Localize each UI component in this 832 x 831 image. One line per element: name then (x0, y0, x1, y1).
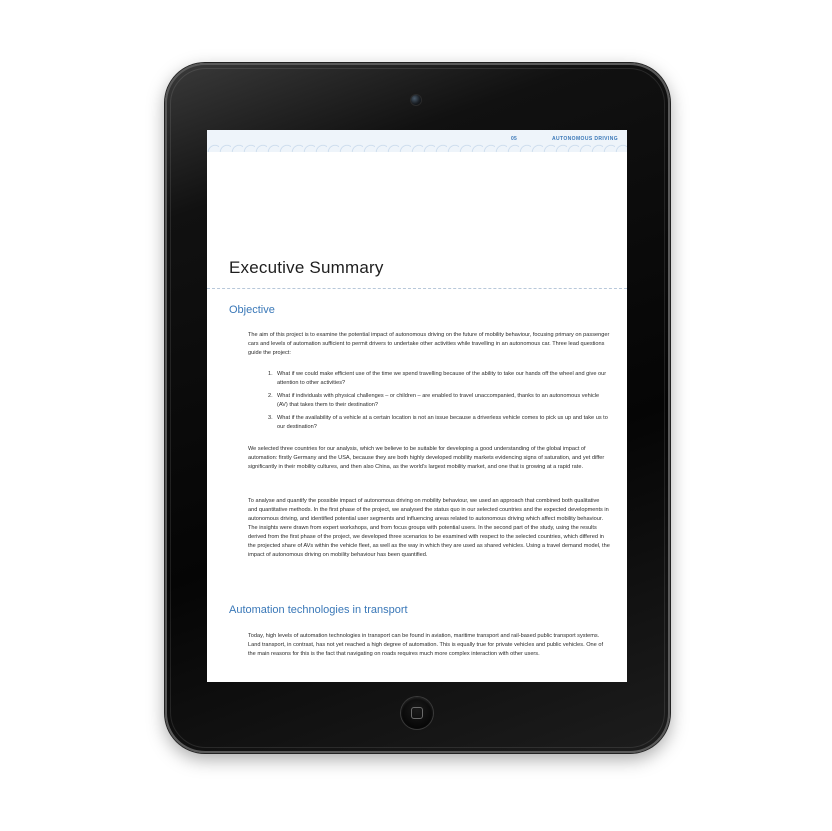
automation-paragraph: Today, high levels of automation technologies in transport can be found in aviation, maritime transport and rail-based public transport systems. Land transport, in contrast, has not yet reached a high degree of automation. This is equally true for private vehicles and public vehicles. One of the main reasons for this is the fact that navigating on roads requires much more complex interaction with other users. (248, 633, 603, 657)
document-screen[interactable] (207, 130, 627, 682)
home-button[interactable] (401, 697, 433, 729)
title-divider (207, 288, 627, 289)
section-heading-automation: Automation technologies in transport (229, 604, 408, 616)
objective-intro-paragraph: The aim of this project is to examine the potential impact of autonomous driving on the future of mobility behaviour, focusing primary on passenger cars and levels of automation sufficient to permit drivers to undertake other activities while travelling in an autonomous car. Three lead questions guide the project: (248, 332, 610, 356)
list-item (268, 392, 608, 410)
list-item-number: 3. (268, 415, 273, 421)
home-square-icon (411, 707, 423, 719)
list-item-number: 1. (268, 371, 273, 377)
page-title: Executive Summary (229, 258, 384, 277)
list-item (268, 414, 608, 432)
front-camera (411, 95, 421, 105)
list-item-text: What if we could make efficient use of the time we spend travelling because of the ability to take our hands off the wheel and give our attention to other activities? (277, 371, 607, 386)
list-item-text: What if individuals with physical challenges – or children – are enabled to travel unaccompanied, thanks to an autonomous vehicle (AV) that takes them to their destination? (277, 393, 600, 408)
tablet-device (165, 63, 670, 753)
section-heading-objective: Objective (229, 304, 275, 316)
lead-questions-list (268, 370, 608, 436)
list-item-text: What if the availability of a vehicle at a certain location is not an issue because a driverless vehicle comes to pick us up and take us to our destination? (277, 415, 608, 430)
header-page-number: 05 (511, 136, 517, 142)
page-header-band (207, 130, 627, 152)
country-selection-paragraph: We selected three countries for our analysis, which we believe to be suitable for developing a good understanding of the global impact of automation: firstly Germany and the USA, because they are both highly developed mobility markets evidencing signs of saturation, and yet differ significantly in their mobility cultures, and then also China, as the world's largest mobility market, and one that is growing at a rapid rate. (248, 446, 605, 470)
list-item-number: 2. (268, 393, 273, 399)
header-section-label: AUTONOMOUS DRIVING (552, 136, 618, 142)
list-item (268, 370, 608, 388)
methodology-paragraph: To analyse and quantify the possible impact of autonomous driving on mobility behaviour, we used an approach that combined both qualitative and quantitative methods. In the first phase of the project, we analysed the status quo in our selected countries and the expected developments in autonomous driving, and identified potential user segments and influencing areas related to autonomous driving which affect mobility behaviour. The insights were drawn from expert workshops, and from focus groups with potential users. In the second part of the study, using the results derived from the first phase of the project, we developed three scenarios to be examined with respect to the selected countries, which differed in the projected share of AVs within the vehicle fleet, as well as the way in which they are used as shared vehicles. Using a travel demand model, the impact of autonomous driving on mobility behaviour has been quantified. (248, 498, 610, 558)
